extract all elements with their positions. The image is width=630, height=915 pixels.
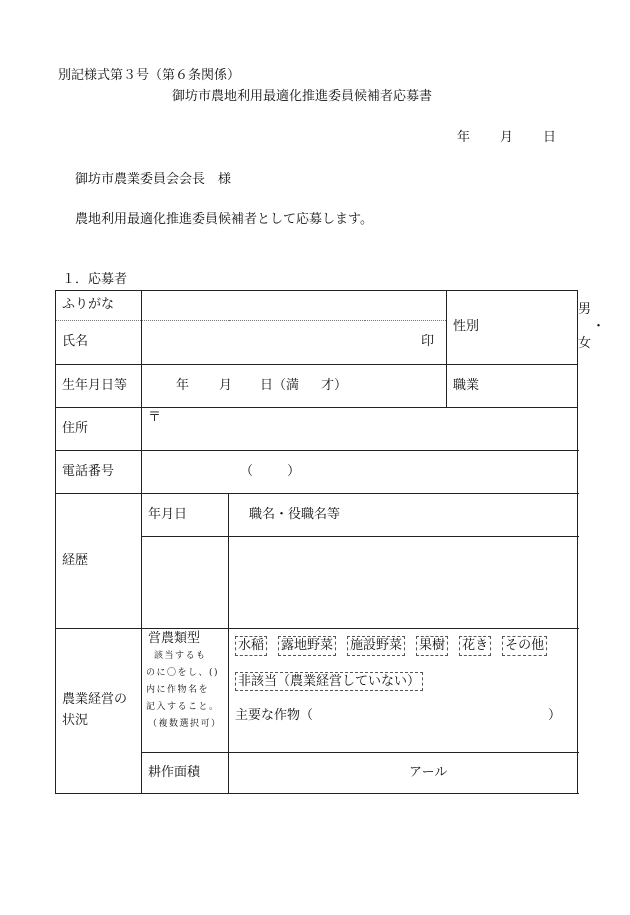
furigana-input[interactable]: [142, 291, 447, 321]
phone-input[interactable]: [142, 451, 578, 494]
main-crop-label: 主要な作物（: [235, 708, 314, 724]
area-unit: アール: [409, 764, 448, 780]
main-crop-row[interactable]: [235, 708, 577, 725]
farm-status-label: 農業経営の 状況: [56, 629, 142, 794]
seal-mark: 印: [421, 334, 435, 349]
option-other[interactable]: その他: [502, 636, 547, 656]
dob-month: 月: [219, 377, 233, 393]
career-date-input[interactable]: [142, 537, 229, 629]
name-label: 氏名: [56, 321, 142, 365]
career-job-header: 職名・役職名等: [229, 494, 578, 537]
date-month: 月: [500, 130, 514, 145]
option-flowers[interactable]: 花き: [459, 636, 491, 656]
farm-type-label: 営農類型: [148, 631, 201, 646]
form-number: 別記様式第３号（第６条関係）: [58, 68, 241, 83]
address-label: 住所: [56, 408, 142, 451]
dob-input[interactable]: [142, 365, 447, 408]
phone-label: 電話番号: [56, 451, 142, 494]
application-statement: 農地利用最適化推進委員候補者として応募します。: [75, 212, 373, 227]
dob-day-age: 日（満: [260, 377, 300, 393]
date-year: 年: [457, 130, 471, 145]
option-open-field-vegetables[interactable]: 露地野菜: [278, 636, 336, 656]
furigana-label: ふりがな: [56, 291, 142, 321]
option-fruit-trees[interactable]: 果樹: [416, 636, 448, 656]
occupation-label: 職業: [447, 365, 578, 408]
gender-label: 性別: [447, 291, 578, 365]
name-input[interactable]: [142, 321, 447, 365]
date-day: 日: [543, 130, 557, 145]
section-title-applicant: １．応募者: [62, 272, 128, 287]
dob-year: 年: [176, 377, 190, 393]
farm-type-instructions: 該当するも のに〇をし、() 内に作物名を 記入すること。 （複数選択可）: [146, 650, 222, 730]
gender-male[interactable]: 男: [578, 302, 592, 318]
applicant-form-table: [55, 290, 606, 794]
postal-mark: 〒: [148, 410, 162, 425]
phone-paren-close: ）: [287, 463, 301, 479]
career-job-input[interactable]: [229, 537, 578, 629]
area-label: 耕作面積: [142, 753, 229, 794]
farm-type-options: [229, 629, 578, 753]
farm-type-cell: [142, 629, 229, 753]
document-title: 御坊市農地利用最適化推進委員候補者応募書: [172, 89, 433, 104]
dob-label: 生年月日等: [56, 365, 142, 408]
option-not-applicable[interactable]: 非該当（農業経営していない）: [235, 672, 423, 692]
option-rice[interactable]: 水稲: [235, 636, 267, 656]
career-date-header: 年月日: [142, 494, 229, 537]
gender-female[interactable]: 女: [578, 335, 592, 351]
main-crop-close: ）: [548, 708, 562, 724]
address-input[interactable]: [142, 408, 578, 451]
area-input[interactable]: [229, 753, 578, 794]
addressee: 御坊市農業委員会会長 様: [75, 172, 232, 187]
option-greenhouse-vegetables[interactable]: 施設野菜: [347, 636, 405, 656]
dob-age-end: 才）: [321, 377, 348, 393]
gender-separator: ・: [592, 319, 606, 335]
phone-paren-open: （: [240, 463, 254, 479]
career-label: 経歴: [56, 494, 142, 629]
